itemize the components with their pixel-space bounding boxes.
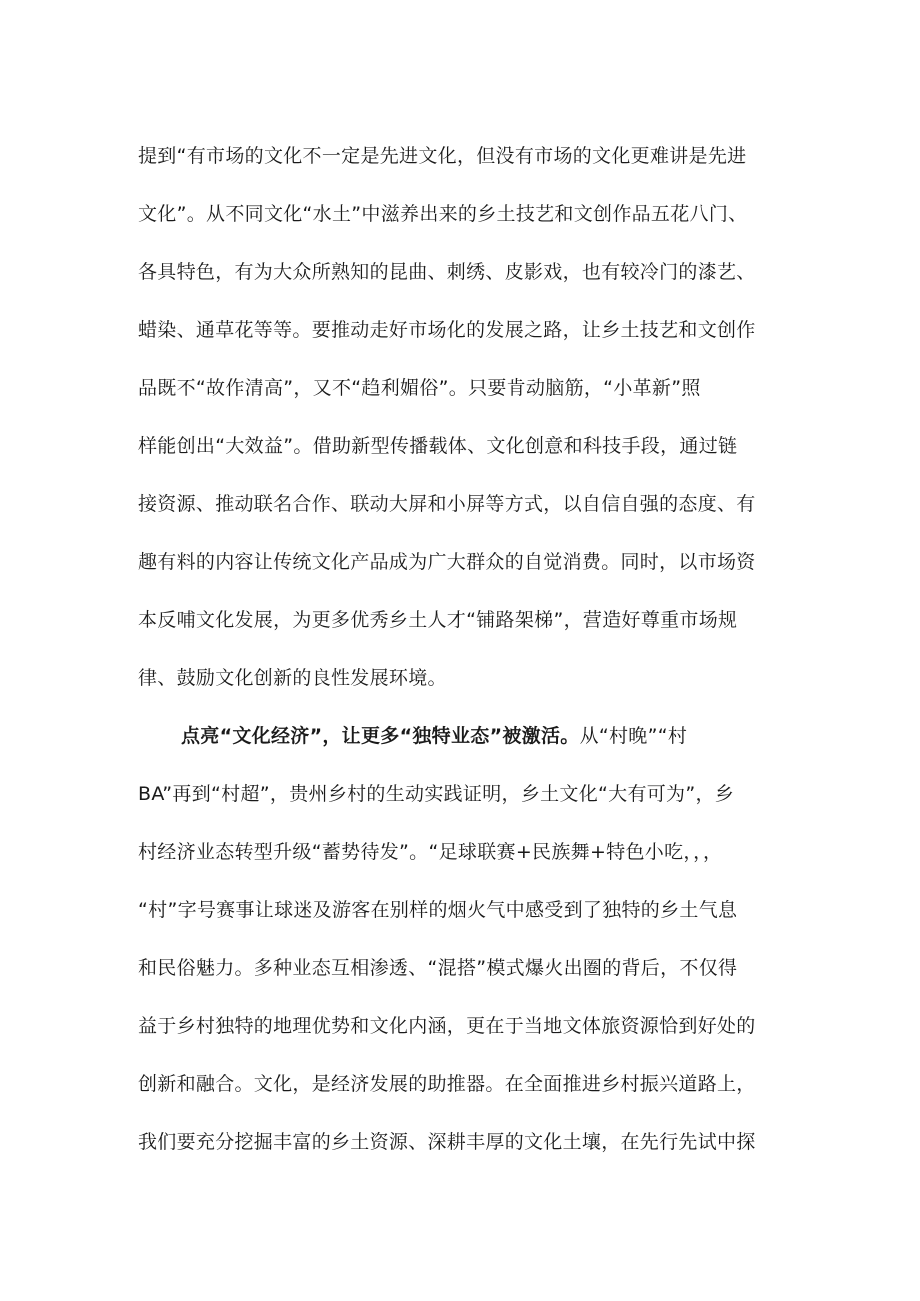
text-line: 和民俗魅力。多种业态互相渗透、“混搭”模式爆火出圈的背后，不仅得 (138, 957, 738, 979)
text-line: 村经济业态转型升级“蓄势待发”。“足球联赛+民族舞+特色小吃，，， (138, 841, 723, 863)
text-line: 文化”。从不同文化“水土”中滋养出来的乡土技艺和文创作品五花八门、 (138, 203, 748, 225)
text-line: 提到“有市场的文化不一定是先进文化，但没有市场的文化更难讲是先进 (138, 145, 747, 167)
text-line: BA”再到“村超”，贵州乡村的生动实践证明，乡土文化“大有可为”，乡 (138, 783, 735, 805)
text-line: 接资源、推动联名合作、联动大屏和小屏等方式，以自信自强的态度、有 (138, 493, 756, 515)
text-line: 创新和融合。文化，是经济发展的助推器。在全面推进乡村振兴道路上， (138, 1073, 756, 1095)
text-line: 趣有料的内容让传统文化产品成为广大群众的自觉消费。同时，以市场资 (138, 551, 756, 573)
text-line: “村”字号赛事让球迷及游客在别样的烟火气中感受到了独特的乡土气息 (138, 899, 738, 921)
text-line: 蜡染、通草花等等。要推动走好市场化的发展之路，让乡土技艺和文创作 (138, 319, 756, 341)
text-line: 样能创出“大效益”。借助新型传播载体、文化创意和科技手段，通过链 (138, 435, 738, 457)
text-line: 律、鼓励文化创新的良性发展环境。 (138, 667, 447, 689)
text-line: 益于乡村独特的地理优势和文化内涵，更在于当地文体旅资源恰到好处的 (138, 1015, 756, 1037)
text-line: 各具特色，有为大众所熟知的昆曲、刺绣、皮影戏，也有较冷门的漆艺、 (138, 261, 756, 283)
text-line: 我们要充分挖掘丰富的乡土资源、深耕丰厚的文化土壤，在先行先试中探 (138, 1131, 756, 1153)
text-line: 品既不“故作清高”，又不“趋利媚俗”。只要肯动脑筋，“小革新”照 (138, 377, 701, 399)
text-line: 本反哺文化发展，为更多优秀乡土人才“铺路架梯”，营造好尊重市场规 (138, 609, 738, 631)
paragraph-heading: 点亮“文化经济”，让更多“独特业态”被激活。 (181, 725, 580, 747)
text-line-first (181, 724, 687, 748)
heading-continuation: 从“村晚”“村 (579, 725, 688, 747)
